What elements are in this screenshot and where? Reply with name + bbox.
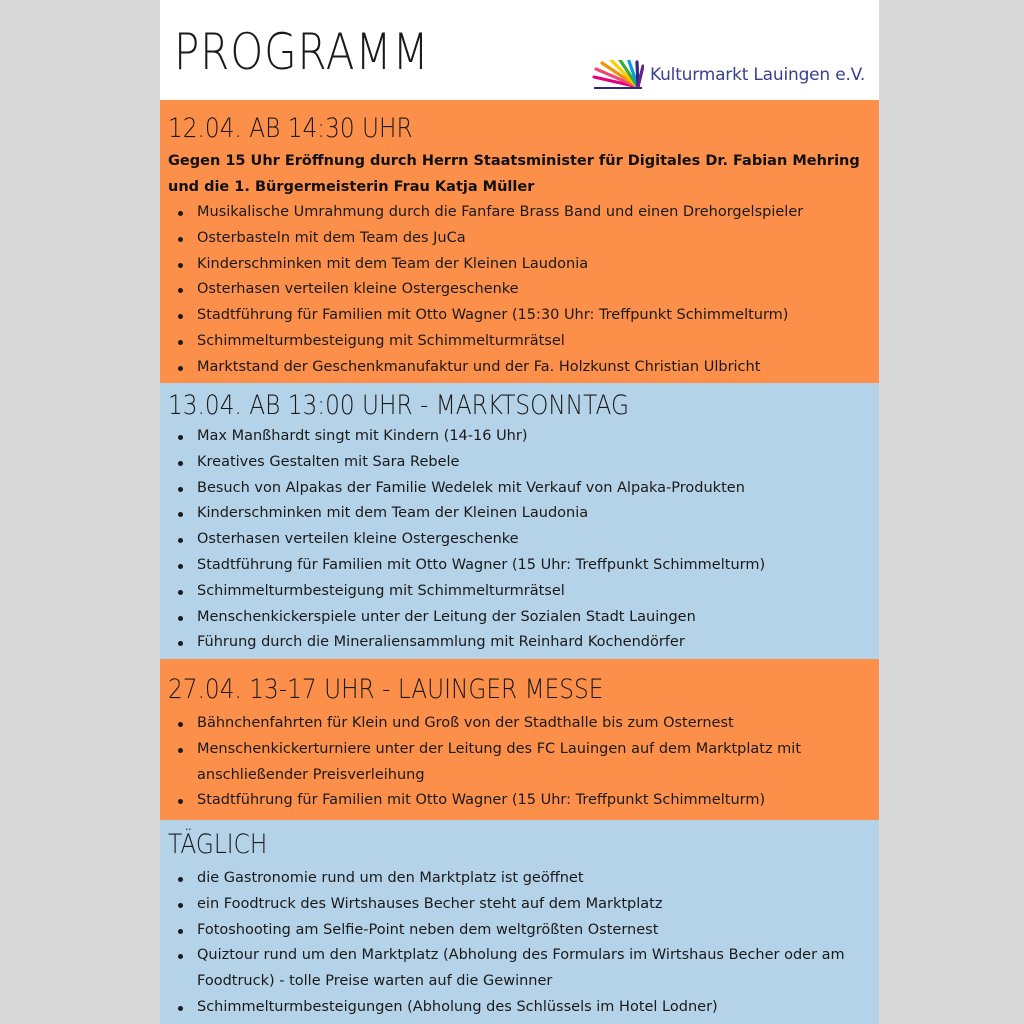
section-heading: TÄGLICH — [168, 829, 268, 860]
list-item: Stadtführung für Familien mit Otto Wagner (15 Uhr: Treffpunkt Schimmelturm) — [197, 788, 871, 814]
logo — [592, 58, 865, 92]
list-item: Osterhasen verteilen kleine Ostergeschenke — [197, 277, 871, 303]
section-13-04 — [160, 383, 879, 659]
list-item: Bähnchenfahrten für Klein und Groß von der Stadthalle bis zum Osternest — [197, 711, 871, 737]
list-item: die Gastronomie rund um den Marktplatz ist geöffnet — [197, 866, 871, 892]
page-title: PROGRAMM — [174, 23, 430, 81]
list-item: Besuch von Alpakas der Familie Wedelek mit Verkauf von Alpaka-Produkten — [197, 476, 871, 502]
list-item: Schimmelturmbesteigung mit Schimmelturmrätsel — [197, 329, 871, 355]
item-list — [168, 200, 871, 381]
section-27-04 — [160, 659, 879, 820]
list-item: ein Foodtruck des Wirtshauses Becher steht auf dem Marktplatz — [197, 892, 871, 918]
list-item: Schimmelturmbesteigung mit Schimmelturmrätsel — [197, 579, 871, 605]
logo-text: Kulturmarkt Lauingen e.V. — [650, 65, 866, 85]
item-list — [168, 711, 871, 814]
section-12-04 — [160, 100, 879, 383]
list-item: Osterhasen verteilen kleine Ostergeschenke — [197, 527, 871, 553]
program-flyer — [160, 0, 879, 1024]
list-item: Quiztour rund um den Marktplatz (Abholung des Formulars im Wirtshaus Becher oder am Foodtruck) - tolle Preise warten auf die Gewinner — [197, 943, 871, 995]
section-heading: 12.04. AB 14:30 UHR — [168, 113, 413, 144]
list-item: Marktstand der Geschenkmanufaktur und der Fa. Holzkunst Christian Ulbricht — [197, 355, 871, 381]
list-item: Stadtführung für Familien mit Otto Wagner (15:30 Uhr: Treffpunkt Schimmelturm) — [197, 303, 871, 329]
header — [160, 0, 879, 100]
list-item: Menschenkickerspiele unter der Leitung der Sozialen Stadt Lauingen — [197, 605, 871, 631]
section-heading: 13.04. AB 13:00 UHR - MARKTSONNTAG — [168, 390, 630, 421]
list-item: Stadtführung für Familien mit Otto Wagner (15 Uhr: Treffpunkt Schimmelturm) — [197, 553, 871, 579]
list-item: Führung durch die Mineraliensammlung mit Reinhard Kochendörfer — [197, 630, 871, 656]
rainbow-fan-icon — [592, 60, 644, 90]
list-item: Kreatives Gestalten mit Sara Rebele — [197, 450, 871, 476]
list-item: Musikalische Umrahmung durch die Fanfare Brass Band und einen Drehorgelspieler — [197, 200, 871, 226]
list-item: Kinderschminken mit dem Team der Kleinen Laudonia — [197, 252, 871, 278]
list-item: Menschenkickerturniere unter der Leitung des FC Lauingen auf dem Marktplatz mit anschließender Preisverleihung — [197, 737, 871, 789]
list-item: Fotoshooting am Selfie-Point neben dem weltgrößten Osternest — [197, 918, 871, 944]
item-list — [168, 866, 871, 1021]
item-list — [168, 424, 871, 656]
list-item: Kinderschminken mit dem Team der Kleinen Laudonia — [197, 501, 871, 527]
list-item: Schimmelturmbesteigungen (Abholung des Schlüssels im Hotel Lodner) — [197, 995, 871, 1021]
list-item: Max Manßhardt singt mit Kindern (14-16 Uhr) — [197, 424, 871, 450]
section-heading: 27.04. 13-17 UHR - LAUINGER MESSE — [168, 674, 604, 705]
list-item: Osterbasteln mit dem Team des JuCa — [197, 226, 871, 252]
section-taeglich — [160, 820, 879, 1024]
section-intro: Gegen 15 Uhr Eröffnung durch Herrn Staatsminister für Digitales Dr. Fabian Mehring und die 1. Bürgermeisterin Frau Katja Müller — [168, 153, 860, 195]
